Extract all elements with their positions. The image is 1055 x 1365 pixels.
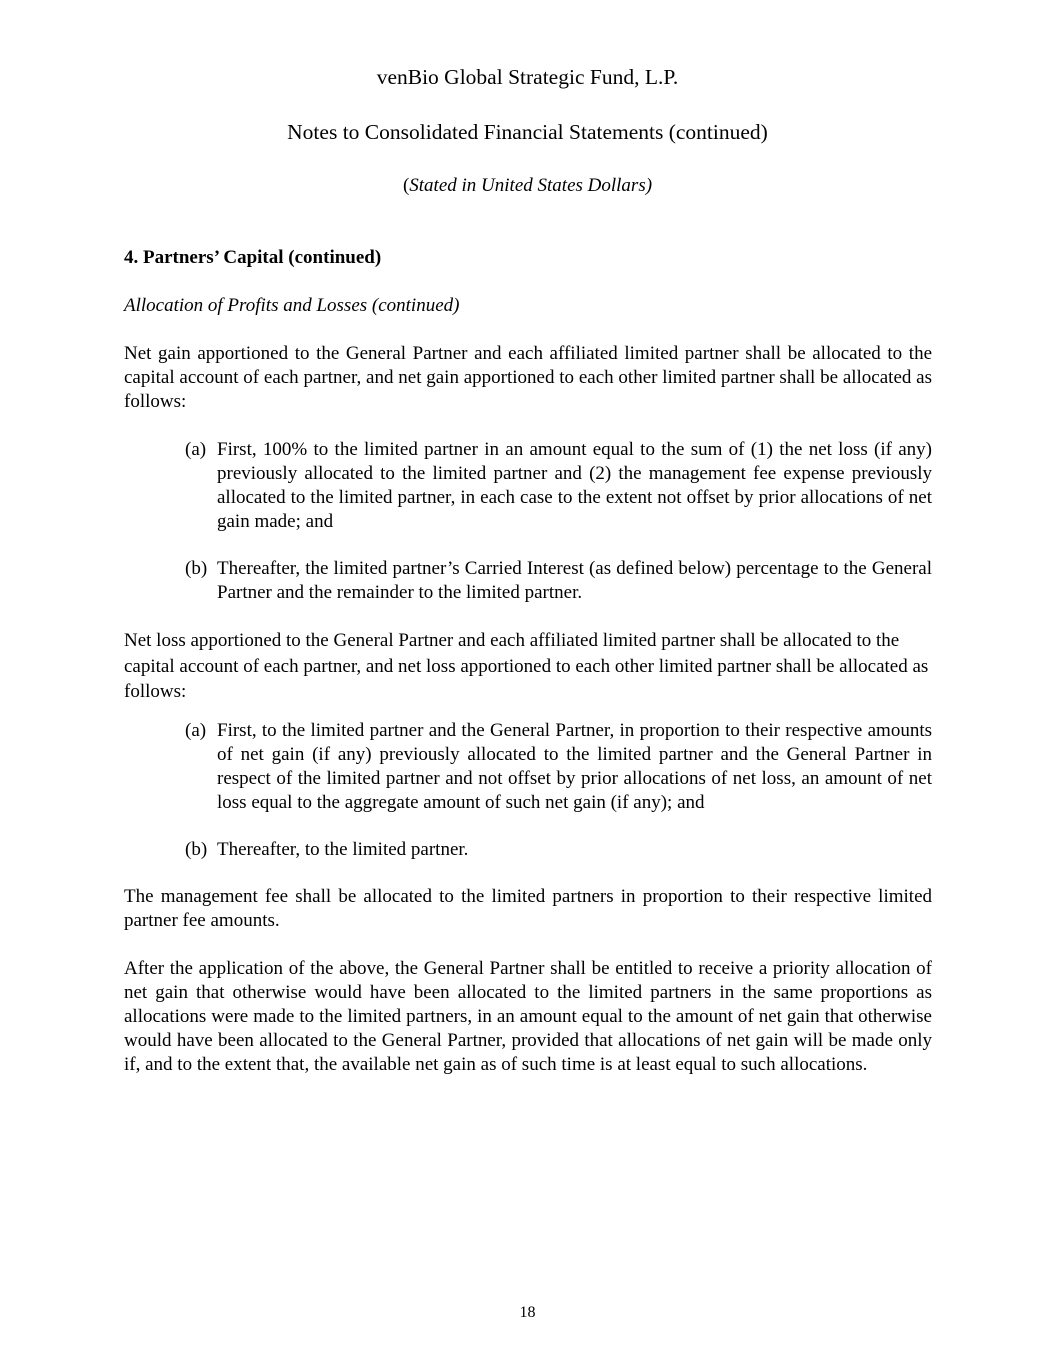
net-gain-item-a <box>185 438 932 534</box>
management-fee-paragraph: The management fee shall be allocated to the limited partners in proportion to their respective limited partner fee amounts. <box>124 886 932 931</box>
list-item-text: Thereafter, the limited partner’s Carried Interest (as defined below) percentage to the General Partner and the remainder to the limited partner. <box>217 558 932 603</box>
currency-note-paren: ( <box>402 175 410 196</box>
page-number: 18 <box>519 1304 536 1321</box>
net-loss-item-b <box>185 838 932 862</box>
currency-note <box>0 174 1055 198</box>
list-item-text: First, to the limited partner and the General Partner, in proportion to their respective amounts of net gain (if any) previously allocated to the limited partner and the General Partner in respect of the limited partner and not offset by prior allocations of net loss, an amount of net loss equal to the aggregate amount of such net gain (if any); and <box>217 720 932 813</box>
priority-allocation-paragraph: After the application of the above, the General Partner shall be entitled to receive a priority allocation of net gain that otherwise would have been allocated to the limited partners in the same proportions as allocations were made to the limited partners, in an amount equal to the amount of net gain that otherwise would have been allocated to the General Partner, provided that allocations of net gain will be made only if, and to the extent that, the available net gain as of such time is at least equal to such allocations. <box>124 958 932 1075</box>
fund-name: venBio Global Strategic Fund, L.P. <box>376 65 679 89</box>
currency-note-text: Stated in United States Dollars) <box>409 175 653 196</box>
list-item-text: First, 100% to the limited partner in an amount equal to the sum of (1) the net loss (if any) previously allocated to the limited partner and (2) the management fee expense previously allocated to the limited partner, in each case to the extent not offset by prior allocations of net gain made; and <box>217 439 932 532</box>
list-marker: (b) <box>185 839 208 860</box>
list-marker: (a) <box>185 720 207 741</box>
net-gain-item-b <box>185 557 932 605</box>
list-item-text: Thereafter, to the limited partner. <box>217 839 469 860</box>
net-gain-intro: Net gain apportioned to the General Partner and each affiliated limited partner shall be allocated to the capital account of each partner, and net gain apportioned to each other limited partner shall be allocated as follows: <box>124 343 932 412</box>
net-loss-intro: Net loss apportioned to the General Partner and each affiliated limited partner shall be allocated to the capital account of each partner, and net loss apportioned to each other limited partner shall be allocated as follows: <box>124 630 929 702</box>
section-subheading: Allocation of Profits and Losses (continued) <box>124 295 460 316</box>
list-marker: (b) <box>185 558 208 579</box>
section-heading: 4. Partners’ Capital (continued) <box>124 247 382 268</box>
document-title: Notes to Consolidated Financial Statements (continued) <box>287 120 768 144</box>
list-marker: (a) <box>185 439 207 460</box>
net-loss-item-a <box>185 719 932 815</box>
